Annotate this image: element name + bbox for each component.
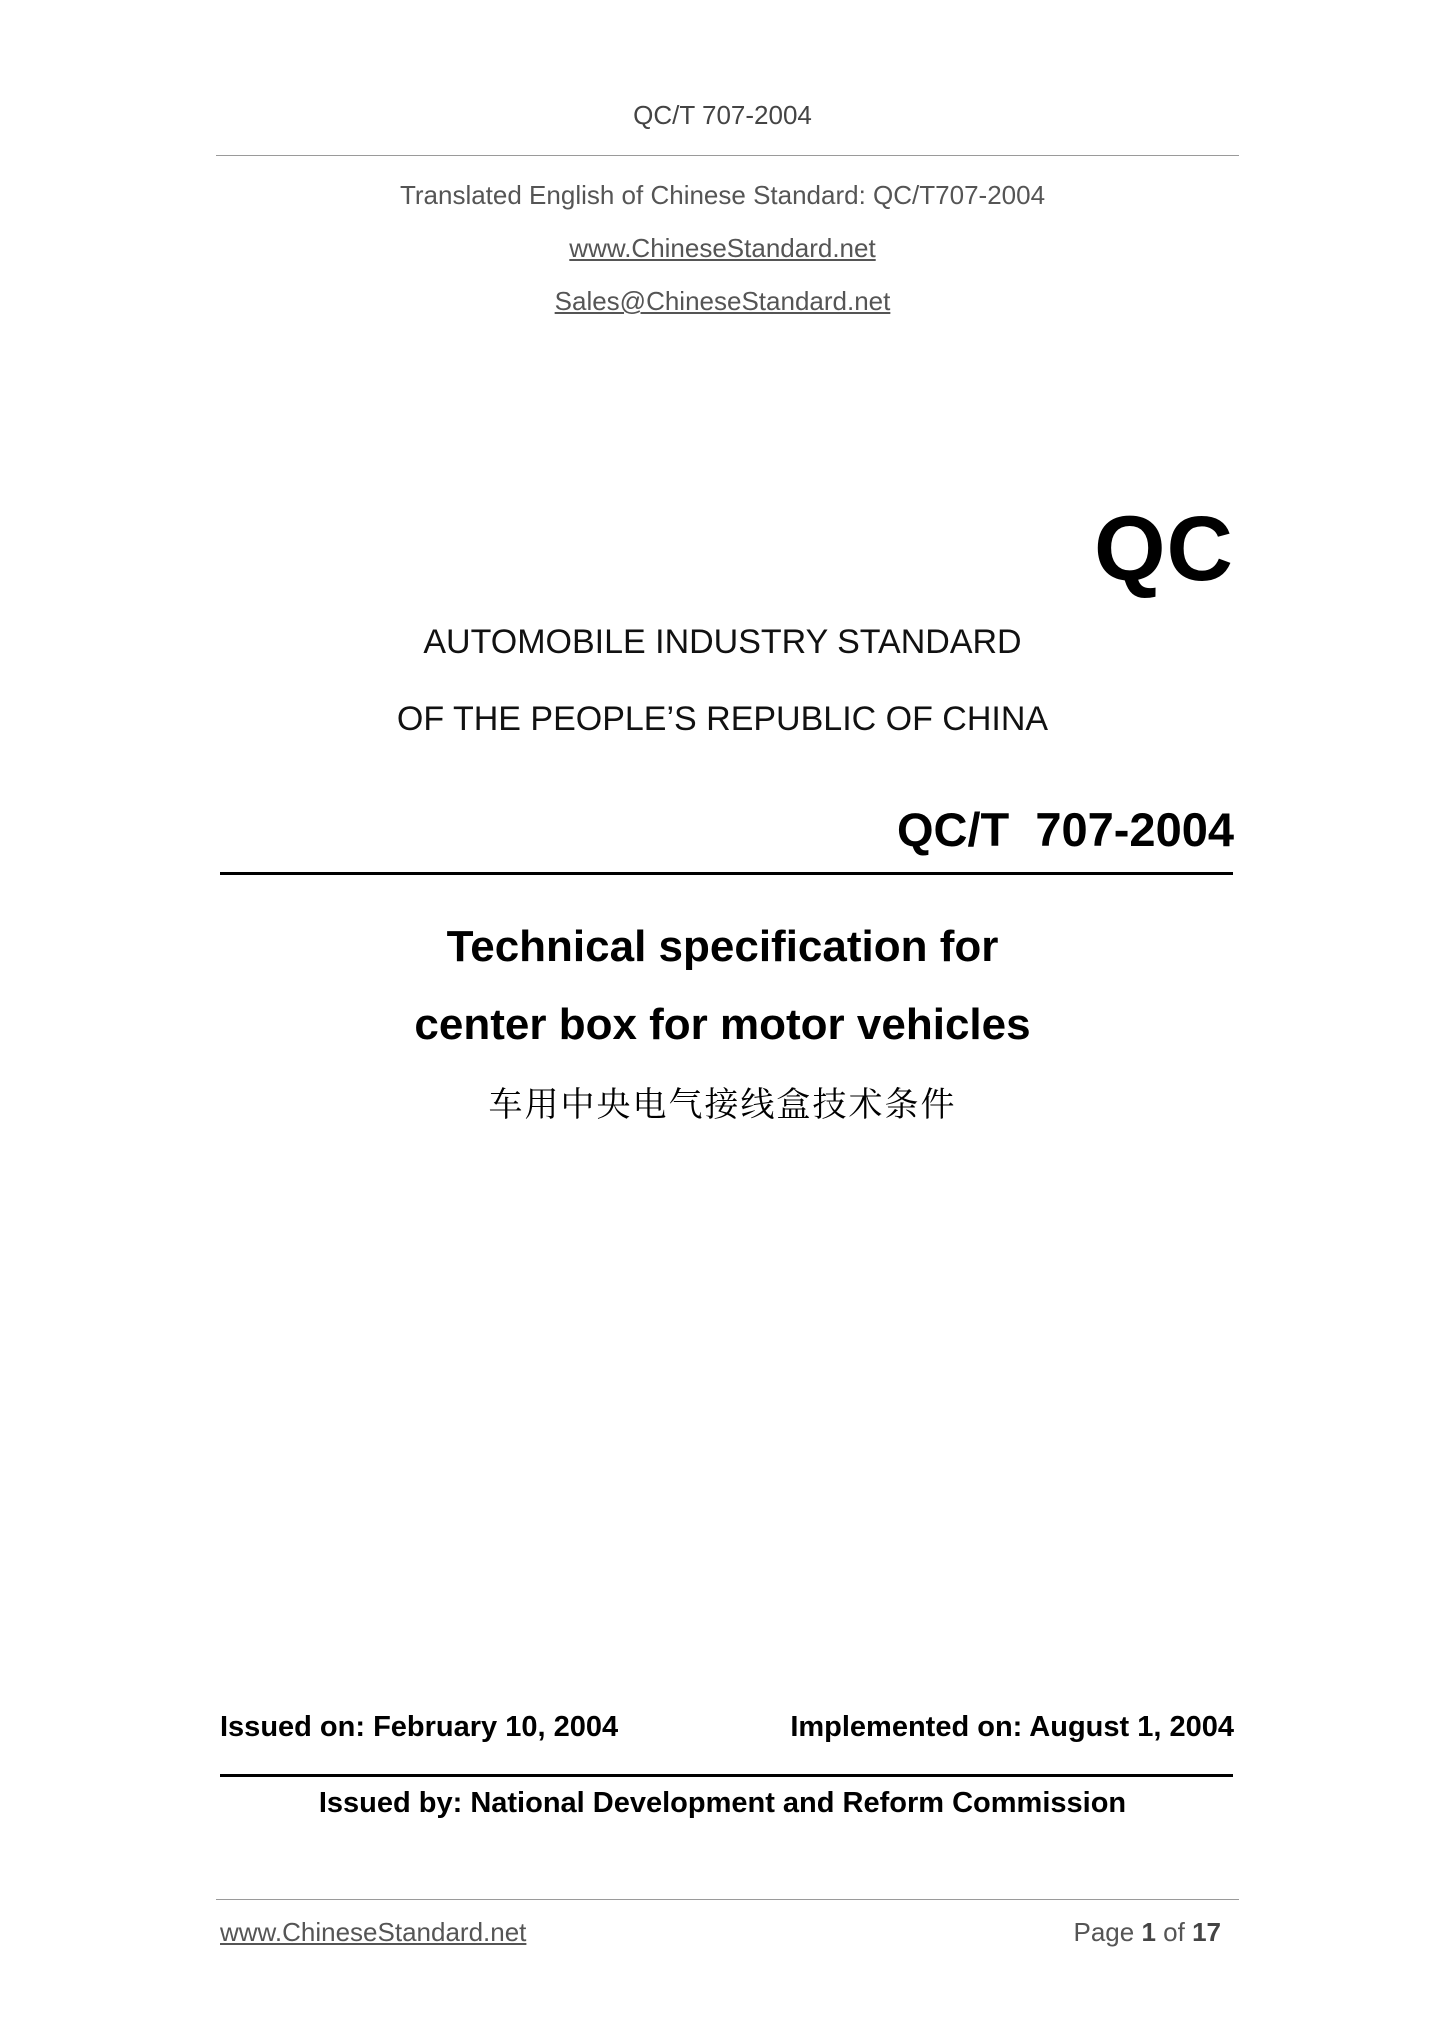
footer-website-row bbox=[220, 1917, 526, 1948]
page-prefix: Page bbox=[1073, 1917, 1135, 1947]
standard-number-divider bbox=[220, 872, 1233, 875]
page-total: 17 bbox=[1192, 1917, 1221, 1947]
issue-divider bbox=[220, 1774, 1233, 1777]
standard-line-1: AUTOMOBILE INDUSTRY STANDARD bbox=[423, 623, 1022, 661]
standard-line-2: OF THE PEOPLE’S REPUBLIC OF CHINA bbox=[396, 700, 1049, 738]
document-title-line-1: Technical specification for bbox=[446, 922, 999, 971]
qc-logo-text: QC bbox=[1094, 498, 1234, 600]
email-link-row bbox=[0, 286, 1445, 317]
footer-website-link[interactable]: www.ChineseStandard.net bbox=[220, 1917, 527, 1947]
running-header: QC/T 707-2004 bbox=[633, 100, 812, 130]
chinese-title: 车用中央电气接线盒技术条件 bbox=[488, 1085, 957, 1125]
email-link[interactable]: Sales@ChineseStandard.net bbox=[554, 286, 891, 316]
standard-number: QC/T 707-2004 bbox=[896, 803, 1234, 856]
page-of: of bbox=[1163, 1917, 1185, 1947]
website-link[interactable]: www.ChineseStandard.net bbox=[569, 233, 876, 263]
page-current: 1 bbox=[1141, 1917, 1156, 1947]
issued-on: Issued on: February 10, 2004 bbox=[220, 1711, 619, 1743]
implemented-on: Implemented on: August 1, 2004 bbox=[790, 1711, 1234, 1743]
document-title-line-2: center box for motor vehicles bbox=[414, 1000, 1031, 1049]
header-divider bbox=[216, 155, 1239, 156]
issued-by: Issued by: National Development and Reform Commission bbox=[318, 1787, 1127, 1819]
website-link-row bbox=[0, 233, 1445, 264]
page-indicator bbox=[1073, 1917, 1221, 1948]
footer-divider bbox=[216, 1899, 1239, 1900]
translated-line: Translated English of Chinese Standard: QC/T707-2004 bbox=[399, 180, 1046, 210]
